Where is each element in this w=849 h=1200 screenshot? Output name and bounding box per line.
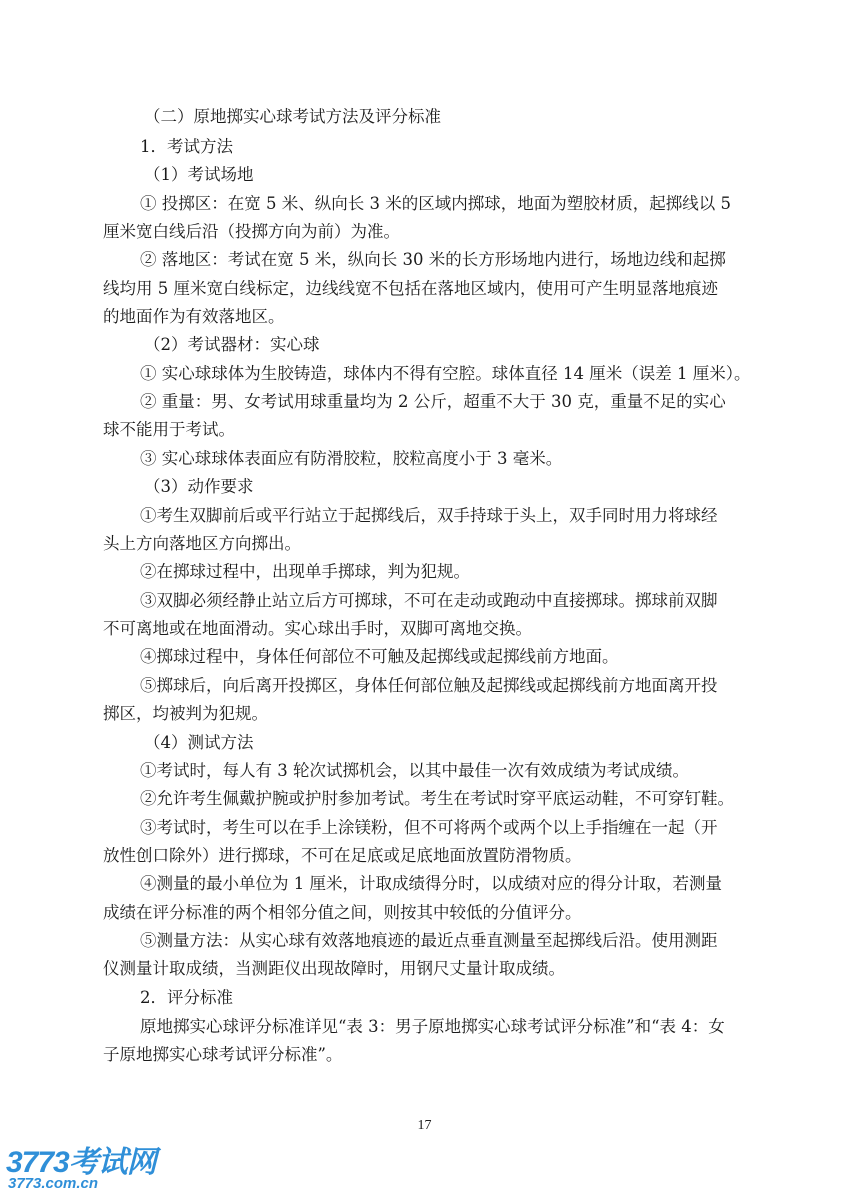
paragraph-line: ③双脚必须经静止站立后方可掷球，不可在走动或跑动中直接掷球。掷球前双脚 <box>140 591 718 610</box>
watermark-title: 3773考试网 <box>6 1146 156 1179</box>
subsection-heading: 1．考试方法 <box>140 137 233 156</box>
paragraph-line: ② 重量：男、女考试用球重量均为 2 公斤，超重不大于 30 克，重量不足的实心 <box>140 392 726 411</box>
item-heading: （4）测试方法 <box>144 733 254 752</box>
paragraph-line: 球不能用于考试。 <box>103 420 235 439</box>
paragraph-line: ① 投掷区：在宽 5 米、纵向长 3 米的区域内掷球，地面为塑胶材质，起掷线以 5 <box>140 194 731 213</box>
paragraph-line: ②允许考生佩戴护腕或护肘参加考试。考生在考试时穿平底运动鞋，不可穿钉鞋。 <box>140 789 734 808</box>
paragraph-line: ③考试时，考生可以在手上涂镁粉，但不可将两个或两个以上手指缠在一起（开 <box>140 818 718 837</box>
paragraph-line: 厘米宽白线后沿（投掷方向为前）为准。 <box>103 222 400 241</box>
item-heading: （2）考试器材：实心球 <box>144 335 320 354</box>
paragraph-line: 子原地掷实心球考试评分标准”。 <box>103 1045 343 1064</box>
paragraph-line: ①考生双脚前后或平行站立于起掷线后，双手持球于头上，双手同时用力将球经 <box>140 506 718 525</box>
paragraph-line: ③ 实心球球体表面应有防滑胶粒，胶粒高度小于 3 毫米。 <box>140 449 563 468</box>
page-number: 17 <box>417 1118 432 1133</box>
paragraph-line: 掷区，均被判为犯规。 <box>103 704 268 723</box>
paragraph-line: 不可离地或在地面滑动。实心球出手时，双脚可离地交换。 <box>103 619 532 638</box>
paragraph-line: ②在掷球过程中，出现单手掷球，判为犯规。 <box>140 562 470 581</box>
paragraph-line: 线均用 5 厘米宽白线标定，边线线宽不包括在落地区域内，使用可产生明显落地痕迹 <box>103 279 718 298</box>
paragraph-line: 放性创口除外）进行掷球，不可在足底或足底地面放置防滑物质。 <box>103 846 582 865</box>
item-heading: （3）动作要求 <box>144 477 254 496</box>
paragraph-line: ⑤测量方法：从实心球有效落地痕迹的最近点垂直测量至起掷线后沿。使用测距 <box>140 931 718 950</box>
paragraph-line: ⑤掷球后，向后离开投掷区，身体任何部位触及起掷线或起掷线前方地面离开投 <box>140 676 718 695</box>
paragraph-line: 成绩在评分标准的两个相邻分值之间，则按其中较低的分值评分。 <box>103 903 582 922</box>
paragraph-line: 原地掷实心球评分标准详见“表 3：男子原地掷实心球考试评分标准”和“表 4：女 <box>140 1017 725 1036</box>
site-watermark-logo <box>6 1137 186 1197</box>
item-heading: （1）考试场地 <box>144 165 254 184</box>
section-heading: （二）原地掷实心球考试方法及评分标准 <box>144 107 441 126</box>
paragraph-line: ①考试时，每人有 3 轮次试掷机会，以其中最佳一次有效成绩为考试成绩。 <box>140 761 689 780</box>
paragraph-line: ④掷球过程中，身体任何部位不可触及起掷线或起掷线前方地面。 <box>140 647 619 666</box>
paragraph-line: ④测量的最小单位为 1 厘米，计取成绩得分时，以成绩对应的得分计取，若测量 <box>140 874 722 893</box>
paragraph-line: 仪测量计取成绩，当测距仪出现故障时，用钢尺丈量计取成绩。 <box>103 959 565 978</box>
subsection-heading: 2．评分标准 <box>140 988 233 1007</box>
paragraph-line: ② 落地区：考试在宽 5 米，纵向长 30 米的长方形场地内进行，场地边线和起掷 <box>140 250 726 269</box>
watermark-url: 3773.com.cn <box>8 1175 99 1192</box>
paragraph-line: 的地面作为有效落地区。 <box>103 307 285 326</box>
paragraph-line: ① 实心球球体为生胶铸造，球体内不得有空腔。球体直径 14 厘米（误差 1 厘米）。 <box>140 364 751 383</box>
paragraph-line: 头上方向落地区方向掷出。 <box>103 534 301 553</box>
